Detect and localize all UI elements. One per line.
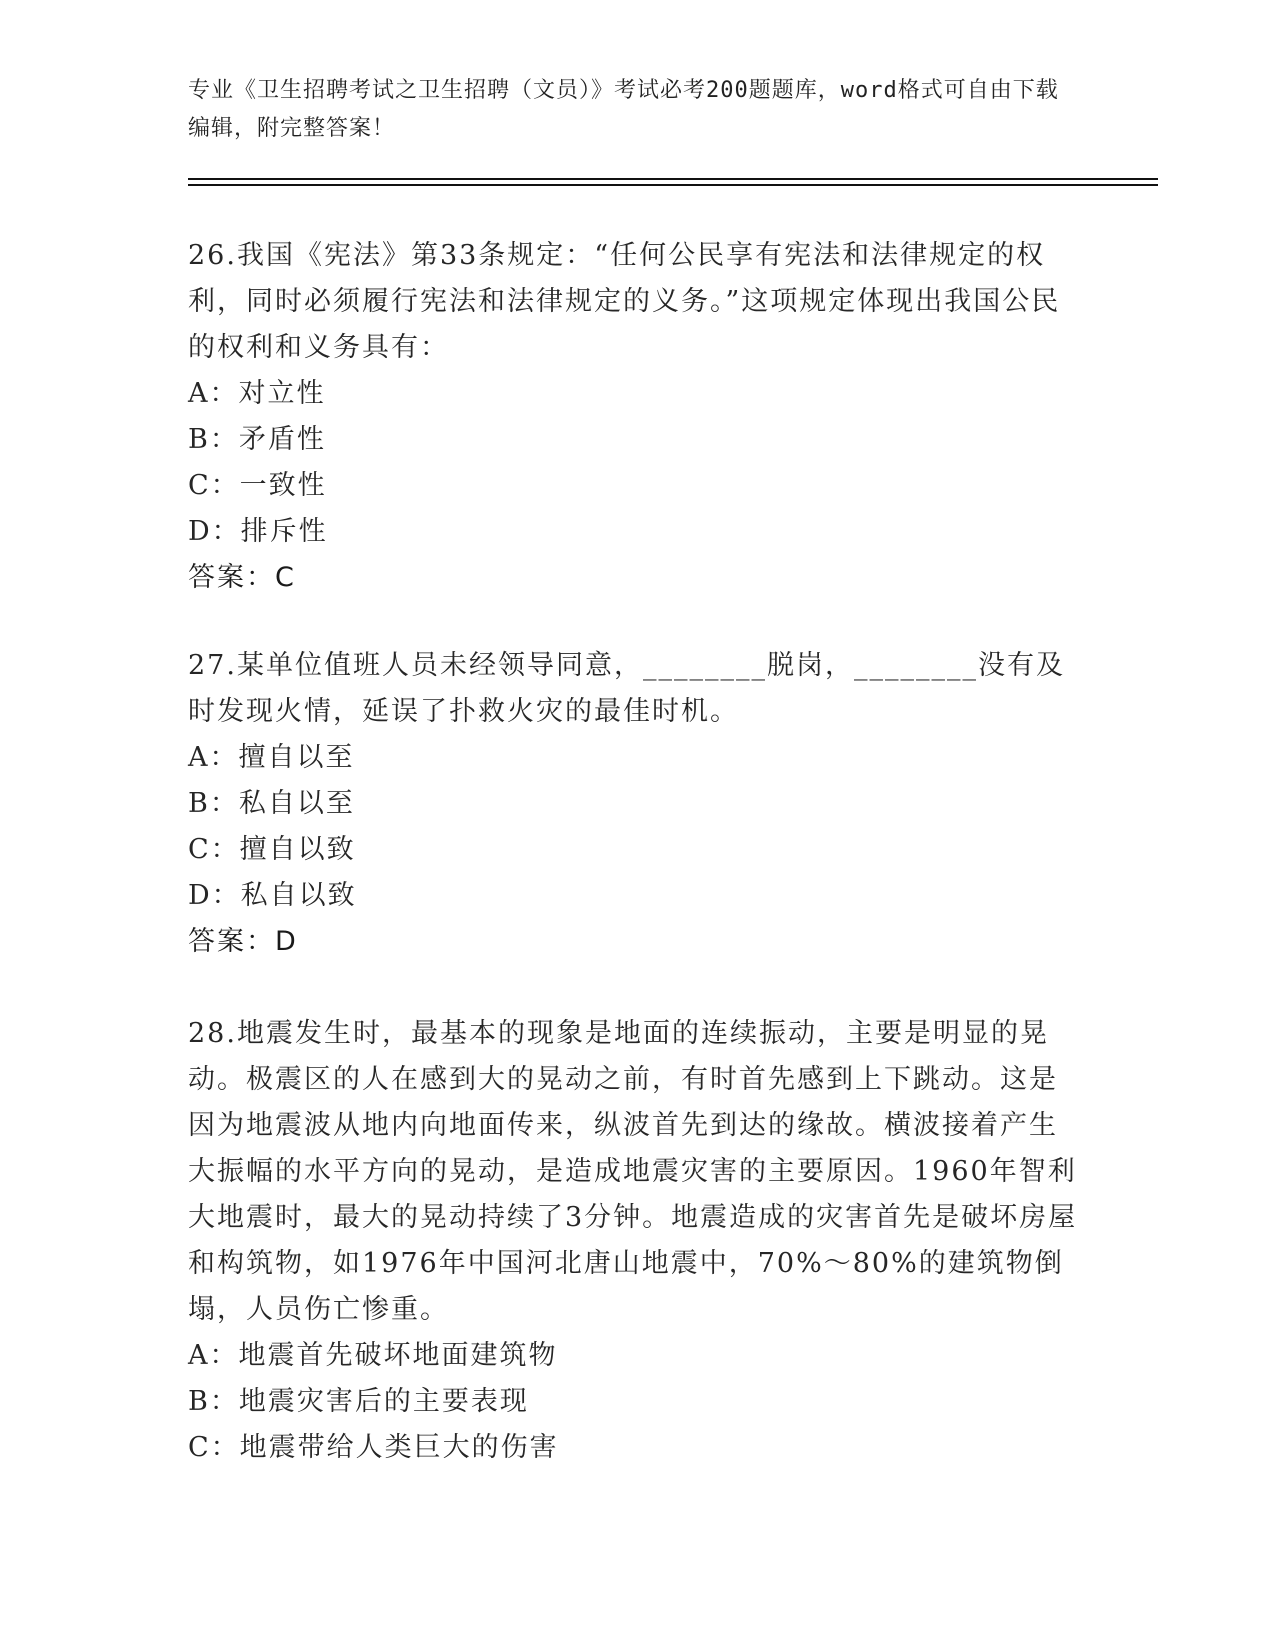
option-c: C：地震带给人类巨大的伤害 <box>188 1432 559 1463</box>
option-a: A：擅自以至 <box>188 742 355 773</box>
question-stem: 28.地震发生时，最基本的现象是地面的连续振动，主要是明显的晃动。极震区的人在感到大的晃动之前，有时首先感到上下跳动。这是因为地震波从地内向地面传来，纵波首先到达的缘故。横波接着产生大振幅的水平方向的晃动，是造成地震灾害的主要原因。1960年智利大地震时，最大的晃动持续了3分钟。地震造成的灾害首先是破坏房屋和构筑物，如1976年中国河北唐山地震中，70%～80%的建筑物倒塌，人员伤亡惨重。 <box>188 1018 1078 1325</box>
question-stem: 27.某单位值班人员未经领导同意，________脱岗，________没有及时发现火情，延误了扑救火灾的最佳时机。 <box>188 650 1065 727</box>
option-c: C：擅自以致 <box>188 834 356 865</box>
answer-label: 答案：C <box>188 562 296 593</box>
option-b: B：私自以至 <box>188 788 355 819</box>
header-divider-top <box>188 178 1158 180</box>
document-header: 专业《卫生招聘考试之卫生招聘（文员）》考试必考200题题库，word格式可自由下载编辑，附完整答案！ <box>188 78 1059 141</box>
option-d: D：排斥性 <box>188 516 328 547</box>
question-27 <box>188 643 1078 965</box>
option-d: D：私自以致 <box>188 880 357 911</box>
option-c: C：一致性 <box>188 470 327 501</box>
answer-label: 答案：D <box>188 926 298 957</box>
question-28 <box>188 1011 1078 1471</box>
header-divider-bottom <box>188 184 1158 186</box>
option-b: B：地震灾害后的主要表现 <box>188 1386 529 1417</box>
question-26 <box>188 233 1078 601</box>
option-b: B：矛盾性 <box>188 424 326 455</box>
option-a: A：对立性 <box>188 378 326 409</box>
option-a: A：地震首先破坏地面建筑物 <box>188 1340 558 1371</box>
question-stem: 26.我国《宪法》第33条规定：“任何公民享有宪法和法律规定的权利，同时必须履行宪法和法律规定的义务。”这项规定体现出我国公民的权利和义务具有： <box>188 240 1061 363</box>
